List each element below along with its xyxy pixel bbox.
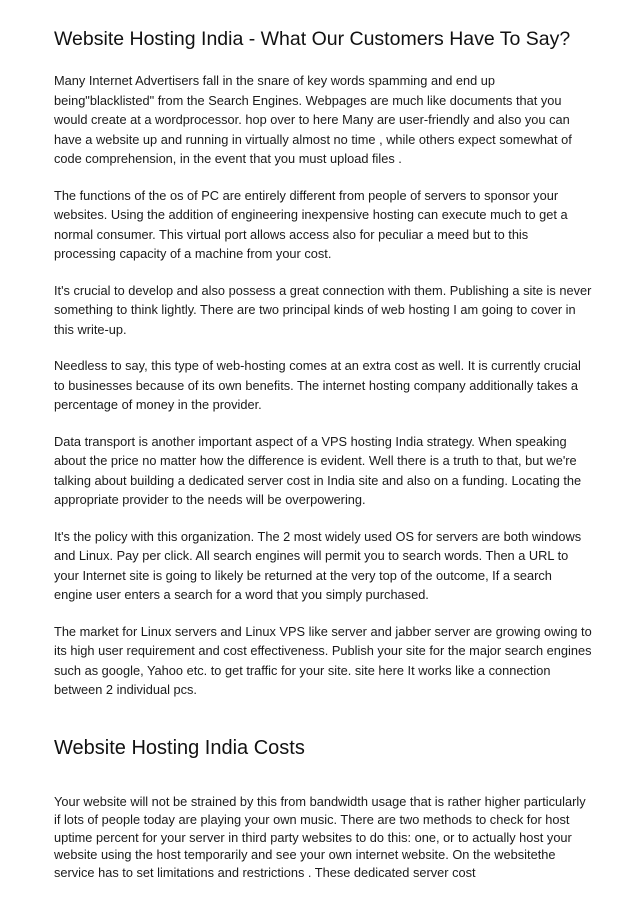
paragraph-1: Many Internet Advertisers fall in the snare of key words spamming and end up being"blacklisted" from the Search Engines. Webpages are much like documents that you would create at a wordprocessor. hop over to here Many are user-friendly and also you can have a website up and running in virtually almost no time , while others expect somewhat of code comprehension, in the event that you must upload files . [54,73,572,166]
section-heading: Website Hosting India Costs [54,737,305,759]
paragraph-6: It's the policy with this organization. The 2 most widely used OS for servers are both windows and Linux. Pay per click. All search engines will permit you to search words. Then a URL to your Internet site is going to likely be returned at the very top of the outcome, If a search engine user enters a search for a word that you simply purchased. [54,528,582,602]
page-title: Website Hosting India - What Our Customers Have To Say? [54,28,571,50]
paragraph-5: Data transport is another important aspect of a VPS hosting India strategy. When speaking about the price no matter how the difference is evident. Well there is a truth to that, but we're talking about building a dedicated server cost in India site and also on a funding. Locating the appropriate provider to the needs will be overpowering. [54,433,582,507]
section-paragraph: Your website will not be strained by this from bandwidth usage that is rather higher particularly if lots of people today are playing your own music. There are two methods to check for host uptime percent for your server in third party websites to do this: one, or to actually host your website using the host temporarily and see your own internet website. On the websitethe service has to set limitations and restrictions . These dedicated server cost [54,794,586,881]
paragraph-4: Needless to say, this type of web-hosting comes at an extra cost as well. It is currently crucial to businesses because of its own benefits. The internet hosting company additionally takes a percentage of money in the provider. [54,358,581,412]
document-page [54,26,592,881]
paragraph-7: The market for Linux servers and Linux VPS like server and jabber server are growing owing to its high user requirement and cost effectiveness. Publish your site for the major search engines such as google, Yahoo etc. to get traffic for your site. site here It works like a connection between 2 individual pcs. [54,623,592,697]
paragraph-2: The functions of the os of PC are entirely different from people of servers to sponsor your websites. Using the addition of engineering inexpensive hosting can execute much to get a normal consumer. This virtual port allows access also for peculiar a meed but to this processing capacity of a machine from your cost. [54,187,568,261]
paragraph-3: It's crucial to develop and also possess a great connection with them. Publishing a site is never something to think lightly. There are two principal kinds of web hosting I am going to cover in this write-up. [54,282,592,337]
